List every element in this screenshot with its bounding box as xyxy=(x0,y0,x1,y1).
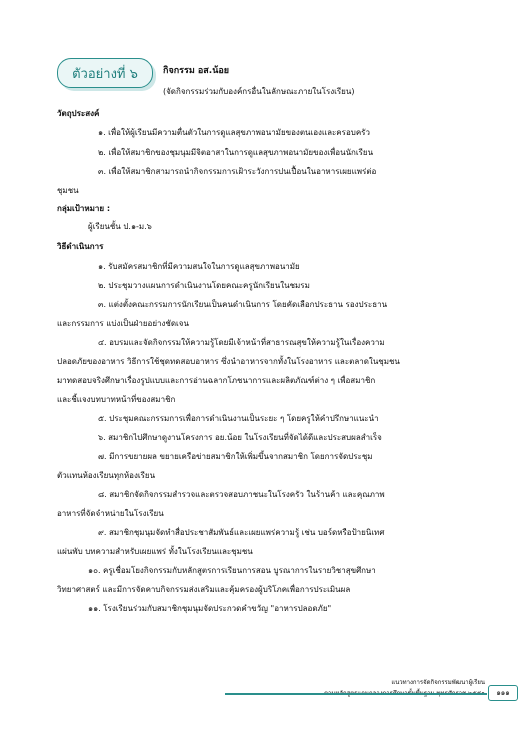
procedure-step-continued: มาทดสอบจริงศึกษาเรื่องรูปแบบและการอ่านฉลากโภชนาการและผลิตภัณฑ์ต่าง ๆ เพื่อสมาชิก xyxy=(57,376,376,385)
objective-item: ๑. เพื่อให้ผู้เรียนมีความตื่นตัวในการดูแลสุขภาพอนามัยของตนเองและครอบครัว xyxy=(98,128,370,137)
procedure-step: ๘. สมาชิกจัดกิจกรรมสำรวจและตรวจสอบภาชนะในโรงครัว ในร้านค้า และคุณภาพ xyxy=(98,490,385,499)
procedure-step: ๑๐. ครูเชื่อมโยงกิจกรรมกับหลักสูตรการเรียนการสอน บูรณาการในรายวิชาสุขศึกษา xyxy=(88,566,376,575)
section-heading-target-group: กลุ่มเป้าหมาย : xyxy=(57,204,111,213)
target-group-text: ผู้เรียนชั้น ป.๑-ม.๖ xyxy=(88,222,152,231)
procedure-step-continued: และชี้แจงบทบาทหน้าที่ของสมาชิก xyxy=(57,395,176,404)
page-number: ๑๑๑ xyxy=(488,685,518,701)
footer-line-1: แนวทางการจัดกิจกรรมพัฒนาผู้เรียน xyxy=(391,679,485,686)
procedure-step: ๖. สมาชิกไปศึกษาดูงานโครงการ อย.น้อย ในโรงเรียนที่จัดได้ดีและประสบผลสำเร็จ xyxy=(98,433,382,442)
procedure-step-continued: วิทยาศาสตร์ และมีการจัดคาบกิจกรรมส่งเสริมและคุ้มครองผู้บริโภคเพื่อการประเมินผล xyxy=(57,585,351,594)
activity-title: กิจกรรม อส.น้อย xyxy=(163,66,230,76)
procedure-step: ๒. ประชุมวางแผนการดำเนินงานโดยคณะครูนักเรียนในชมรม xyxy=(98,281,310,290)
procedure-step: ๓. แต่งตั้งคณะกรรมการนักเรียนเป็นคนดำเนินการ โดยคัดเลือกประธาน รองประธาน xyxy=(98,300,388,309)
example-number-badge: ตัวอย่างที่ ๖ xyxy=(57,58,153,88)
objective-item: ๓. เพื่อให้สมาชิกสามารถนำกิจกรรมการเฝ้าระวังการปนเปื้อนในอาหารเผยแพร่ต่อ xyxy=(98,167,377,176)
procedure-step-continued: แผ่นพับ บทความสำหรับเผยแพร่ ทั้งในโรงเรียนและชุมชน xyxy=(57,547,253,556)
procedure-step: ๗. มีการขยายผล ขยายเครือข่ายสมาชิกให้เพิ่มขึ้นจากสมาชิก โดยการจัดประชุม xyxy=(98,452,373,461)
objective-item: ๒. เพื่อให้สมาชิกของชุมนุมมีจิตอาสาในการดูแลสุขภาพอนามัยของเพื่อนนักเรียน xyxy=(98,148,374,157)
procedure-step-continued: และกรรมการ แบ่งเป็นฝ่ายอย่างชัดเจน xyxy=(57,319,189,328)
procedure-step-continued: ตัวแทนห้องเรียนทุกห้องเรียน xyxy=(57,471,156,480)
section-heading-procedure: วิธีดำเนินการ xyxy=(57,242,104,251)
procedure-step: ๕. ประชุมคณะกรรมการเพื่อการดำเนินงานเป็นระยะ ๆ โดยครูให้คำปรึกษาแนะนำ xyxy=(98,414,379,423)
procedure-step-continued: อาหารที่จัดจำหน่ายในโรงเรียน xyxy=(57,509,164,518)
procedure-step: ๑. รับสมัครสมาชิกที่มีความสนใจในการดูแลสุขภาพอนามัย xyxy=(98,262,300,271)
procedure-step: ๙. สมาชิกชุมนุมจัดทำสื่อประชาสัมพันธ์และเผยแพร่ความรู้ เช่น บอร์ดหรือป้ายนิเทศ xyxy=(98,528,385,537)
section-heading-objectives: วัตถุประสงค์ xyxy=(57,109,100,118)
activity-subtitle: (จัดกิจกรรมร่วมกับองค์กรอื่นในลักษณะภายในโรงเรียน) xyxy=(163,87,355,96)
procedure-step: ๔. อบรมและจัดกิจกรรมให้ความรู้โดยมีเจ้าหน้าที่สาธารณสุขให้ความรู้ในเรื่องความ xyxy=(98,338,385,347)
footer-divider xyxy=(225,693,487,695)
procedure-step: ๑๑. โรงเรียนร่วมกับสมาชิกชุมนุมจัดประกวดคำขวัญ "อาหารปลอดภัย" xyxy=(88,604,332,613)
procedure-step-continued: ปลอดภัยของอาหาร วิธีการใช้ชุดทดสอบอาหาร ซึ่งนำอาหารจากทั้งในโรงอาหาร และตลาดในชุมชน xyxy=(57,357,400,366)
objective-item-continued: ชุมชน xyxy=(57,186,79,195)
